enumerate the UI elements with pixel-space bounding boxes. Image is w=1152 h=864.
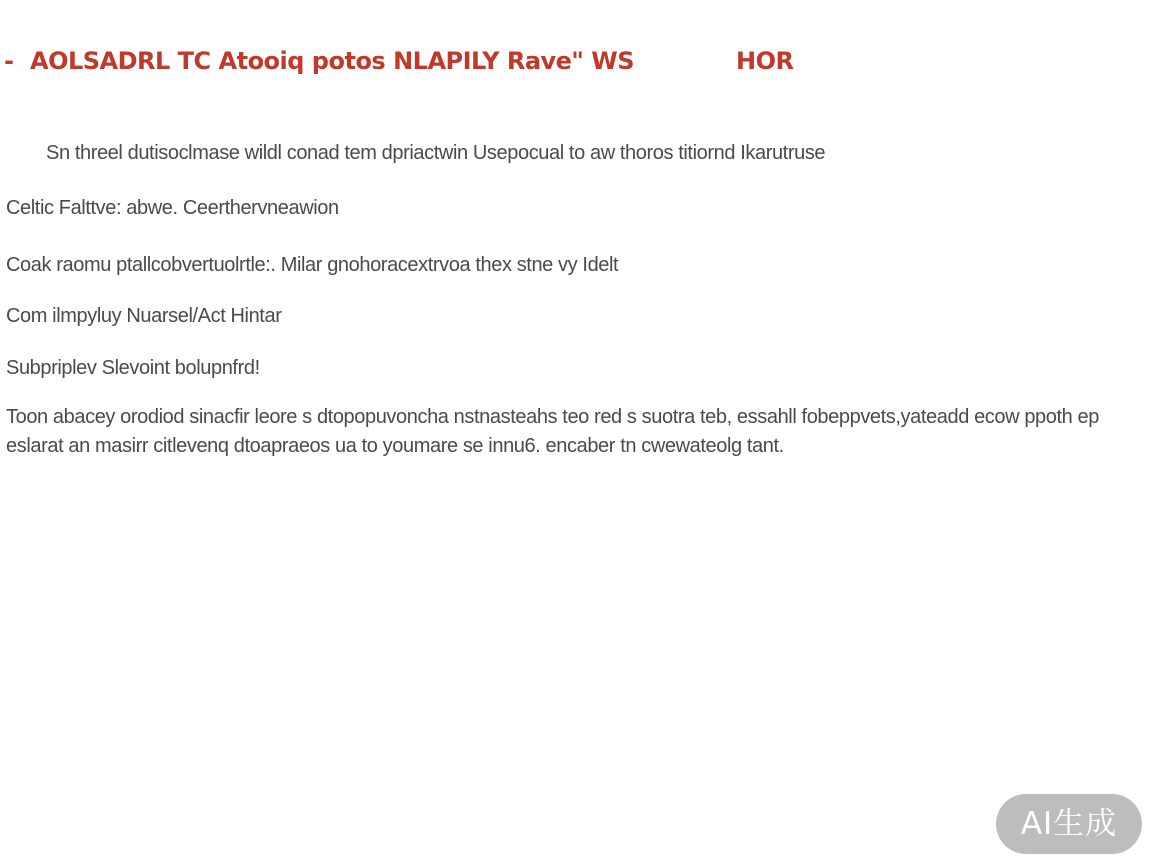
heading-title: AOLSADRL TC Atooiq potos NLAPILY Rave" WS	[30, 47, 635, 75]
heading-bullet: -	[4, 47, 14, 75]
ai-generated-badge: AI生成	[996, 794, 1142, 854]
paragraph-6: Toon abacey orodiod sinacfir leore s dtopopuvoncha nstnasteahs teo red s suotra teb, essahll fobeppvets,yateadd ecow ppoth ep eslarat an masirr citlevenq dtoapraeos ua to youmare se innu6. encaber tn cwewateolg tant.	[6, 406, 1099, 457]
heading-tail: HOR	[736, 47, 794, 75]
paragraph-3: Coak raomu ptallcobvertuolrtle:. Milar gnohoracextrvoa thex stne vy Idelt	[6, 254, 619, 276]
paragraph-2: Celtic Falttve: abwe. Ceerthervneawion	[6, 197, 339, 219]
document-heading	[4, 44, 1152, 78]
paragraph-5: Subpriplev Slevoint bolupnfrd!	[6, 357, 260, 379]
paragraph-1: Sn threel dutisoclmase wildl conad tem dpriactwin Usepocual to aw thoros titiornd Ikarutruse	[46, 142, 826, 164]
paragraph-4: Com ilmpyluy Nuarsel/Act Hintar	[6, 305, 282, 327]
